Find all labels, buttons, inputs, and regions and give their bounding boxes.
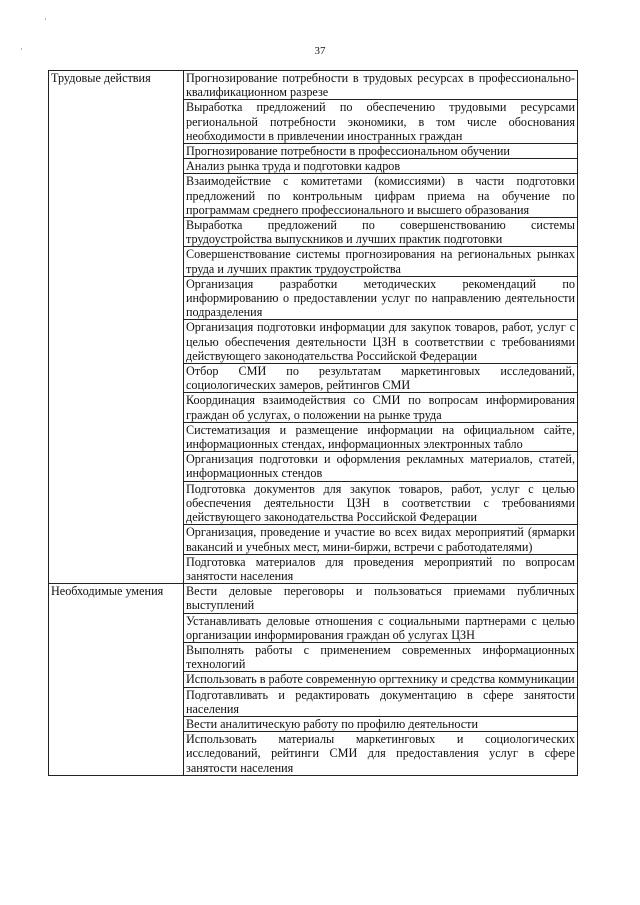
table-cell-item: Совершенствование системы прогнозирования на региональных рынках труда и лучших практик трудоустройства	[184, 247, 578, 276]
table-cell-item: Подготовка документов для закупок товаров, работ, услуг с целью обеспечения деятельности ЦЗН в соответствии с требованиями действующего законодательства Российской Федерации	[184, 481, 578, 525]
table-cell-item: Прогнозирование потребности в профессиональном обучении	[184, 144, 578, 159]
table-cell-item: Систематизация и размещение информации на официальном сайте, информационных стендах, информационных электронных табло	[184, 422, 578, 451]
table-cell-item: Организация подготовки информации для закупок товаров, работ, услуг с целью обеспечения деятельности ЦЗН в соответствии с требованиями действующего законодательства Российской Федерации	[184, 320, 578, 364]
table-cell-item: Отбор СМИ по результатам маркетинговых исследований, социологических замеров, рейтингов СМИ	[184, 364, 578, 393]
scan-speck: ·	[20, 44, 23, 54]
table-cell-item: Организация подготовки и оформления рекламных материалов, статей, информационных стендов	[184, 452, 578, 481]
section-label: Трудовые действия	[49, 71, 184, 584]
table-cell-item: Прогнозирование потребности в трудовых ресурсах в профессионально-квалификационном разрезе	[184, 71, 578, 100]
competency-table	[48, 70, 578, 776]
table-cell-item: Анализ рынка труда и подготовки кадров	[184, 159, 578, 174]
table-cell-item: Использовать материалы маркетинговых и социологических исследований, рейтинги СМИ для предоставления услуг в сфере занятости населения	[184, 732, 578, 776]
table-cell-item: Взаимодействие с комитетами (комиссиями) в части подготовки предложений по контрольным цифрам приема на обучение по программам среднего профессионального и высшего образования	[184, 174, 578, 218]
table-row	[49, 71, 578, 100]
table-cell-item: Вести деловые переговоры и пользоваться приемами публичных выступлений	[184, 584, 578, 613]
table-cell-item: Использовать в работе современную оргтехнику и средства коммуникации	[184, 672, 578, 687]
table-cell-item: Вести аналитическую работу по профилю деятельности	[184, 716, 578, 731]
table-cell-item: Выполнять работы с применением современных информационных технологий	[184, 642, 578, 671]
page-number: 37	[314, 45, 326, 57]
table-cell-item: Организация разработки методических рекомендаций по информированию о предоставлении услуг по направлению деятельности подразделения	[184, 276, 578, 320]
table-cell-item: Подготовка материалов для проведения мероприятий по вопросам занятости населения	[184, 554, 578, 583]
table-cell-item: Выработка предложений по обеспечению трудовыми ресурсами региональной потребности экономики, в том числе обоснования необходимости в привлечении иностранных граждан	[184, 100, 578, 144]
table-cell-item: Подготавливать и редактировать документацию в сфере занятости населения	[184, 687, 578, 716]
table-cell-item: Координация взаимодействия со СМИ по вопросам информирования граждан об услугах, о положении на рынке труда	[184, 393, 578, 422]
table-cell-item: Выработка предложений по совершенствованию системы трудоустройства выпускников и лучших практик подготовки	[184, 218, 578, 247]
table-cell-item: Организация, проведение и участие во всех видах мероприятий (ярмарки вакансий и учебных мест, мини-биржи, встречи с работодателями)	[184, 525, 578, 554]
scan-speck: ·	[44, 14, 47, 24]
table-row	[49, 584, 578, 613]
section-label: Необходимые умения	[49, 584, 184, 776]
table-cell-item: Устанавливать деловые отношения с социальными партнерами с целью организации информирования граждан об услугах ЦЗН	[184, 613, 578, 642]
